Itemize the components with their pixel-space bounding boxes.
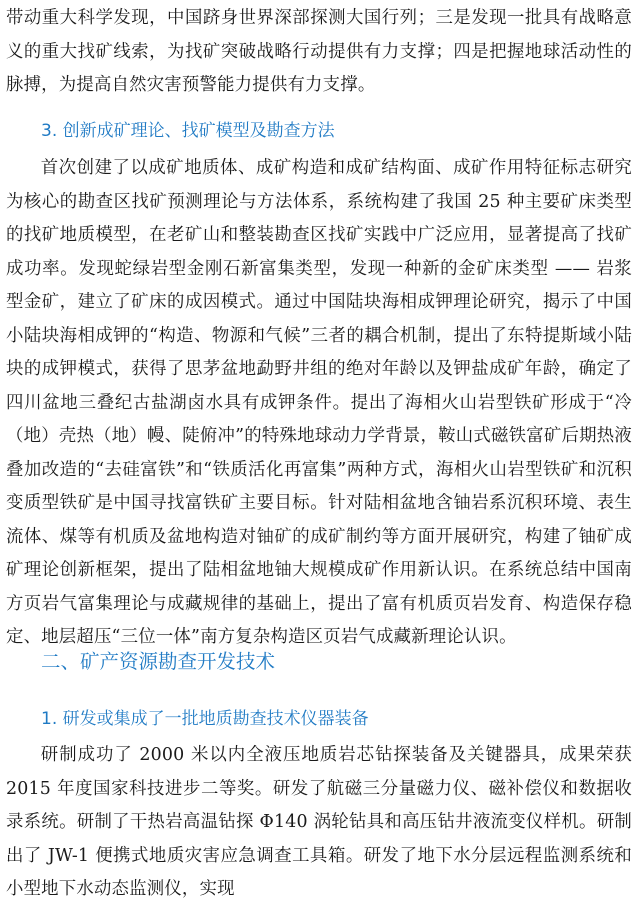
paragraph-ore-theory: 首次创建了以成矿地质体、成矿构造和成矿结构面、成矿作用特征标志研究为核心的勘查区找矿预测理论与方法体系，系统构建了我国 25 种主要矿床类型的找矿地质模型，在老矿山和整装勘查区找矿实践中广泛应用，显著提高了找矿成功率。发现蛇绿岩型金刚石新富集类型，发现一种新的金矿床类型 —— 岩浆型金矿，建立了矿床的成因模式。通过中国陆块海相成钾理论研究，揭示了中国小陆块海相成钾的“构造、物源和气候”三者的耦合机制，提出了东特提斯域小陆块的成钾模式，获得了思茅盆地勐野井组的绝对年龄以及钾盐成矿年龄，确定了四川盆地三叠纪古盐湖卤水具有成钾条件。提出了海相火山岩型铁矿形成于“冷（地）壳热（地）幔、陡俯冲”的特殊地球动力学背景，鞍山式磁铁富矿后期热液叠加改造的“去硅富铁”和“铁质活化再富集”两种方式，海相火山岩型铁矿和沉积变质型铁矿是中国寻找富铁矿主要目标。针对陆相盆地含铀岩系沉积环境、表生流体、煤等有机质及盆地构造对铀矿的成矿制约等方面开展研究，构建了铀矿成矿理论创新框架，提出了陆相盆地铀大规模成矿作用新认识。在系统总结中国南方页岩气富集理论与成藏规律的基础上，提出了富有机质页岩发育、构造保存稳定、地层超压“三位一体”南方复杂构造区页岩气成藏新理论认识。 — [6, 158, 632, 647]
paragraph-intro-continued: 带动重大科学发现，中国跻身世界深部探测大国行列；三是发现一批具有战略意义的重大找矿线索，为找矿突破战略行动提供有力支撑；四是把握地球活动性的脉搏，为提高自然灾害预警能力提供有力支撑。 — [6, 8, 632, 95]
heading-innovative-ore-theory: 3. 创新成矿理论、找矿模型及勘查方法 — [41, 121, 335, 141]
paragraph-equipment: 研制成功了 2000 米以内全液压地质岩芯钻探装备及关键器具，成果荣获 2015 年度国家科技进步二等奖。研发了航磁三分量磁力仪、磁补偿仪和数据收录系统。研制了干热岩高温钻探 Φ140 涡轮钻具和高压钻井液流变仪样机。研制出了 JW-1 便携式地质灾害应急调查工具箱。研发了地下水分层远程监测系统和小型地下水动态监测仪，实现 — [6, 745, 632, 899]
heading-equipment-development: 1. 研发或集成了一批地质勘查技术仪器装备 — [41, 709, 369, 729]
section-heading-mineral-exploration: 二、矿产资源勘查开发技术 — [41, 650, 276, 673]
